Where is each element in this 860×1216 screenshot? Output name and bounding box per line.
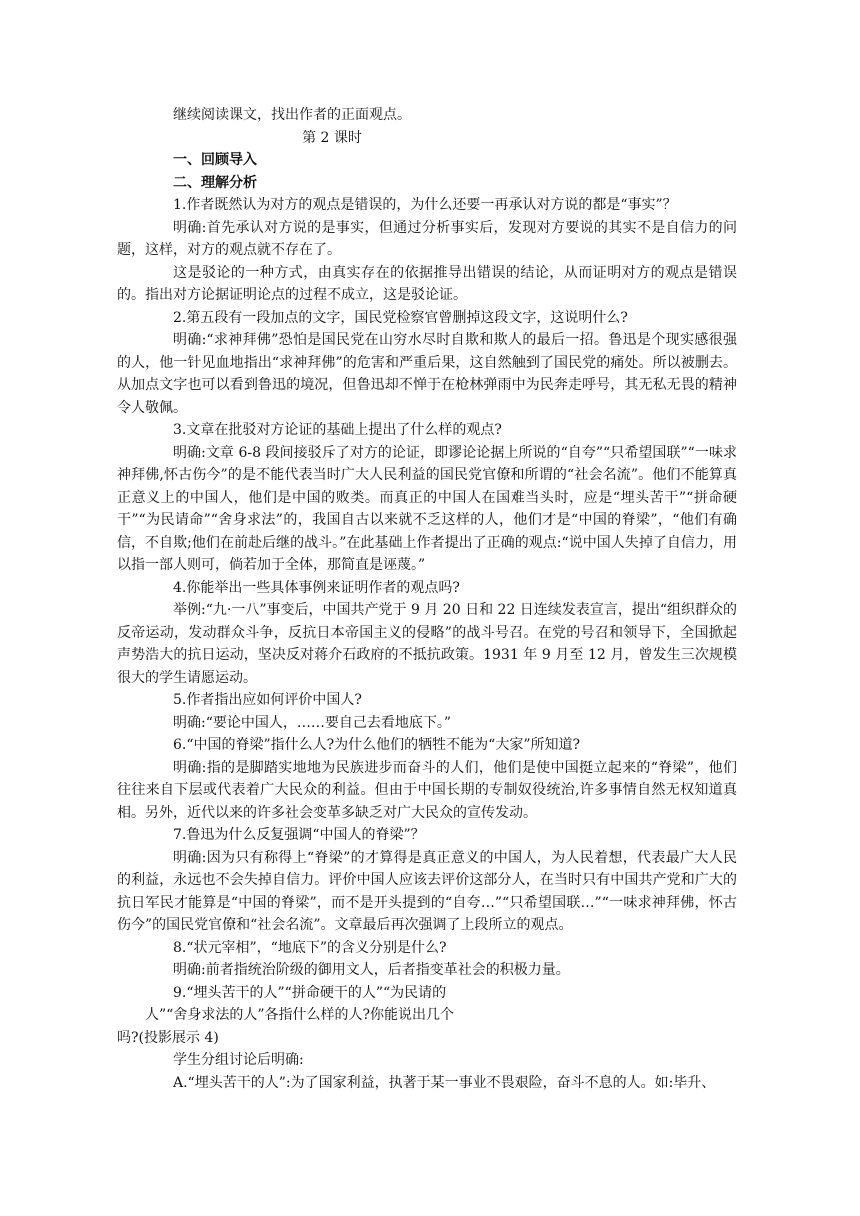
paragraph: 这是驳论的一种方式，由真实存在的依据推导出错误的结论，从而证明对方的观点是错误的。指出对方论据证明论点的过程不成立，这是驳论证。 [117, 264, 737, 303]
answer: 明确:首先承认对方说的是事实，但通过分析事实后，发现对方要说的其实不是自信力的问题，这样，对方的观点就不存在了。 [117, 219, 737, 258]
answer: 明确:“求神拜佛”恐怕是国民党在山穷水尽时自欺和欺人的最后一招。鲁迅是个现实感很强的人，他一针见血地指出“求神拜佛”的危害和严重后果，这自然触到了国民党的痛处。所以被删去。从加点文字也可以看到鲁迅的境况，但鲁迅却不惮于在枪林弹雨中为民奔走呼号，其无私无畏的精神令人敬佩。 [117, 332, 737, 416]
question: 8.“状元宰相”，“地底下”的含义分别是什么? [173, 939, 447, 956]
question-continued: 人”“舍身求法的人”各指什么样的人?你能说出几个 [145, 1007, 454, 1023]
answer: A.“埋头苦干的人”:为了国家利益，执著于某一事业不畏艰险，奋斗不息的人。如:毕升、 [173, 1074, 716, 1091]
answer: 明确:“要论中国人，……要自己去看地底下。” [173, 714, 452, 731]
question: 7.鲁迅为什么反复强调“中国人的脊梁”？ [173, 827, 425, 843]
answer: 明确:指的是脚踏实地地为民族进步而奋斗的人们，他们是使中国挺立起来的“脊梁”，他们往往来自下层或代表着广大民众的利益。但由于中国长期的专制奴役统治,许多事情自然无权知道真相。另外，近代以来的许多社会变革多缺乏对广大民众的宣传发动。 [117, 759, 737, 821]
document-body [117, 104, 737, 1094]
answer: 明确:文章 6-8 段间接驳斥了对方的论证，即谬论论据上所说的“自夸”“只希望国联”“一味求神拜佛,怀古伤今”的是不能代表当时广大人民利益的国民党官僚和所谓的“社会名流”。他们不能算真正意义上的中国人，他们是中国的败类。而真正的中国人在国难当头时，应是“埋头苦干”“拼命硬干”“为民请命”“舍身求法”的，我国自古以来就不乏这样的人，他们才是“中国的脊梁”，“他们有确信，不自欺;他们在前赴后继的战斗。”在此基础上作者提出了正确的观点:“说中国人失掉了自信力，用以指一部人则可，倘若加于全体，那简直是诬蔑。” [117, 444, 737, 573]
section-heading: 一、回顾导入 [173, 152, 257, 168]
question: 4.你能举出一些具体事例来证明作者的观点吗? [173, 579, 460, 596]
section-heading: 二、理解分析 [173, 174, 257, 191]
answer: 举例:“九·一八”事变后，中国共产党于 9 月 20 日和 22 日连续发表宣言，提出“组织群众的反帝运动，发动群众斗争，反抗日本帝国主义的侵略”的战斗号召。在党的号召和领导下，全国掀起声势浩大的抗日运动，坚决反对蒋介石政府的不抵抗政策。1931 年 9 月至 12 月，曾发生三次规模很大的学生请愿运动。 [117, 602, 737, 686]
question: 2.第五段有一段加点的文字，国民党检察官曾删掉这段文字，这说明什么? [173, 309, 628, 326]
question: 9.“埋头苦干的人”“拼命硬干的人”“为民请的 [173, 984, 447, 1001]
question: 1.作者既然认为对方的观点是错误的，为什么还要一再承认对方说的都是“事实”？ [173, 197, 677, 213]
answer: 明确:前者指统治阶级的御用文人，后者指变革社会的积极力量。 [173, 962, 570, 978]
question: 3.文章在批驳对方论证的基础上提出了什么样的观点? [173, 422, 502, 438]
paragraph: 继续阅读课文，找出作者的正面观点。 [173, 107, 411, 123]
paragraph: 学生分组讨论后明确: [173, 1052, 304, 1068]
question: 6.“中国的脊梁”指什么人?为什么他们的牺牲不能为“大家”所知道? [173, 737, 580, 753]
answer: 明确:因为只有称得上“脊梁”的才算得是真正意义的中国人，为人民着想，代表最广大人民的利益，永远也不会失掉自信力。评价中国人应该去评价这部分人，在当时只有中国共产党和广大的抗日军民才能算是“中国的脊梁”，而不是开头提到的“自夸…”“只希望国联…”“一味求神拜佛，怀古伤今”的国民党官僚和“社会名流”。文章最后再次强调了上段所立的观点。 [117, 849, 737, 933]
lesson-heading: 第 2 课时 [302, 129, 362, 146]
question: 5.作者指出应如何评价中国人? [173, 692, 362, 708]
question-continued: 吗?(投影展示 4) [117, 1029, 219, 1046]
